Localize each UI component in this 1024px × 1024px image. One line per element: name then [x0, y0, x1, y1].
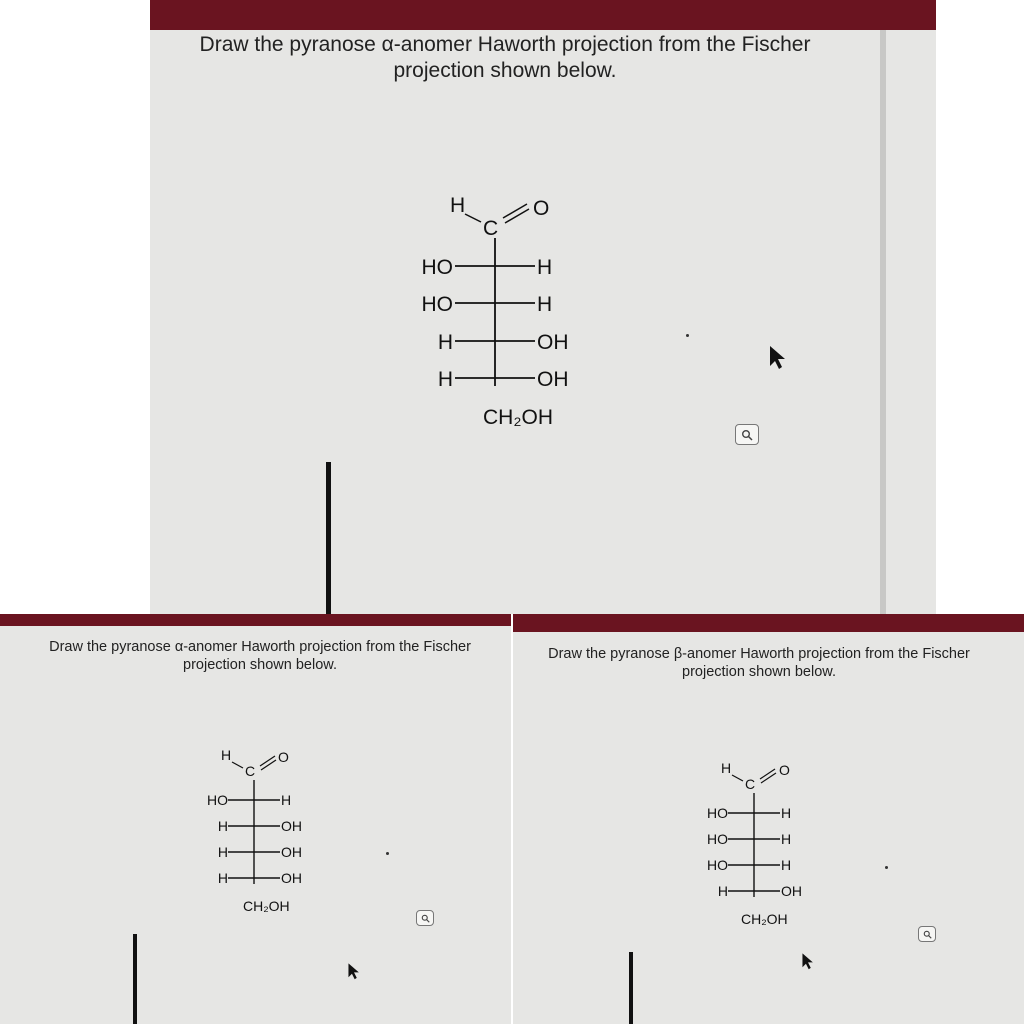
row-1-right: H [781, 805, 792, 821]
bottom-ch2oh: CH₂OH [483, 406, 553, 429]
zoom-button[interactable] [735, 424, 759, 445]
row-4-right: OH [781, 883, 802, 899]
header-bar [150, 0, 936, 30]
magnifier-icon [741, 429, 753, 441]
row-1-right: H [537, 256, 553, 279]
text-cursor-bar [133, 934, 137, 1024]
right-pane-border [880, 30, 886, 614]
row-3-left: H [217, 844, 228, 860]
bond-c-o-2 [761, 773, 776, 783]
fischer-projection [697, 757, 837, 937]
bottom-ch2oh: CH₂OH [243, 898, 290, 914]
row-2-right: H [781, 831, 792, 847]
carbonyl-c: C [483, 217, 499, 240]
bond-c-o-1 [760, 769, 775, 779]
aldehyde-h: H [221, 747, 232, 763]
carbonyl-o: O [278, 749, 289, 765]
row-3-left: H [437, 331, 453, 354]
zoom-button[interactable] [918, 926, 936, 942]
magnifier-icon [923, 930, 932, 939]
row-1-left: HO [707, 805, 728, 821]
aldehyde-h: H [450, 194, 466, 217]
fischer-projection [188, 744, 328, 924]
fischer-projection [415, 188, 615, 438]
screen-speck [386, 852, 389, 855]
top-photo [150, 0, 936, 614]
screen-speck [885, 866, 888, 869]
carbonyl-c: C [745, 776, 756, 792]
row-4-left: H [717, 883, 728, 899]
bond-c-o-1 [503, 204, 527, 218]
row-2-right: H [537, 293, 553, 316]
header-bar [0, 614, 511, 626]
cursor-arrow-icon [801, 952, 815, 970]
bond-c-o-1 [260, 756, 275, 766]
row-3-right: OH [537, 331, 569, 354]
header-bar [513, 614, 1024, 632]
carbonyl-o: O [533, 197, 550, 220]
bond-h-c [232, 762, 243, 768]
row-4-left: H [437, 368, 453, 391]
row-1-right: H [281, 792, 292, 808]
row-1-left: HO [421, 256, 453, 279]
row-4-right: OH [537, 368, 569, 391]
row-4-right: OH [281, 870, 302, 886]
bond-c-o-2 [505, 209, 529, 223]
text-cursor-bar [629, 952, 633, 1024]
bottom-left-photo [0, 614, 511, 1024]
row-1-left: HO [207, 792, 228, 808]
bond-c-o-2 [261, 760, 276, 770]
aldehyde-h: H [721, 760, 732, 776]
row-4-left: H [217, 870, 228, 886]
text-cursor-bar [326, 462, 331, 614]
carbonyl-o: O [779, 762, 790, 778]
carbonyl-c: C [245, 763, 256, 779]
bond-h-c [465, 214, 481, 222]
question-text: Draw the pyranose α-anomer Haworth projection from the Fischer projection shown below. [199, 33, 811, 83]
magnifier-icon [421, 914, 430, 923]
row-3-right: OH [281, 844, 302, 860]
bond-h-c [732, 775, 743, 781]
row-2-left: H [217, 818, 228, 834]
cursor-arrow-icon [768, 344, 788, 370]
row-3-left: HO [707, 857, 728, 873]
zoom-button[interactable] [416, 910, 434, 926]
row-3-right: H [781, 857, 792, 873]
bottom-ch2oh: CH₂OH [741, 911, 788, 927]
question-text: Draw the pyranose α-anomer Haworth projection from the Fischer projection shown below. [49, 639, 471, 674]
bottom-right-photo [513, 614, 1024, 1024]
screen-speck [686, 334, 689, 337]
row-2-left: HO [421, 293, 453, 316]
row-2-right: OH [281, 818, 302, 834]
row-2-left: HO [707, 831, 728, 847]
question-text: Draw the pyranose β-anomer Haworth projection from the Fischer projection shown below. [548, 646, 970, 681]
cursor-arrow-icon [347, 962, 361, 980]
